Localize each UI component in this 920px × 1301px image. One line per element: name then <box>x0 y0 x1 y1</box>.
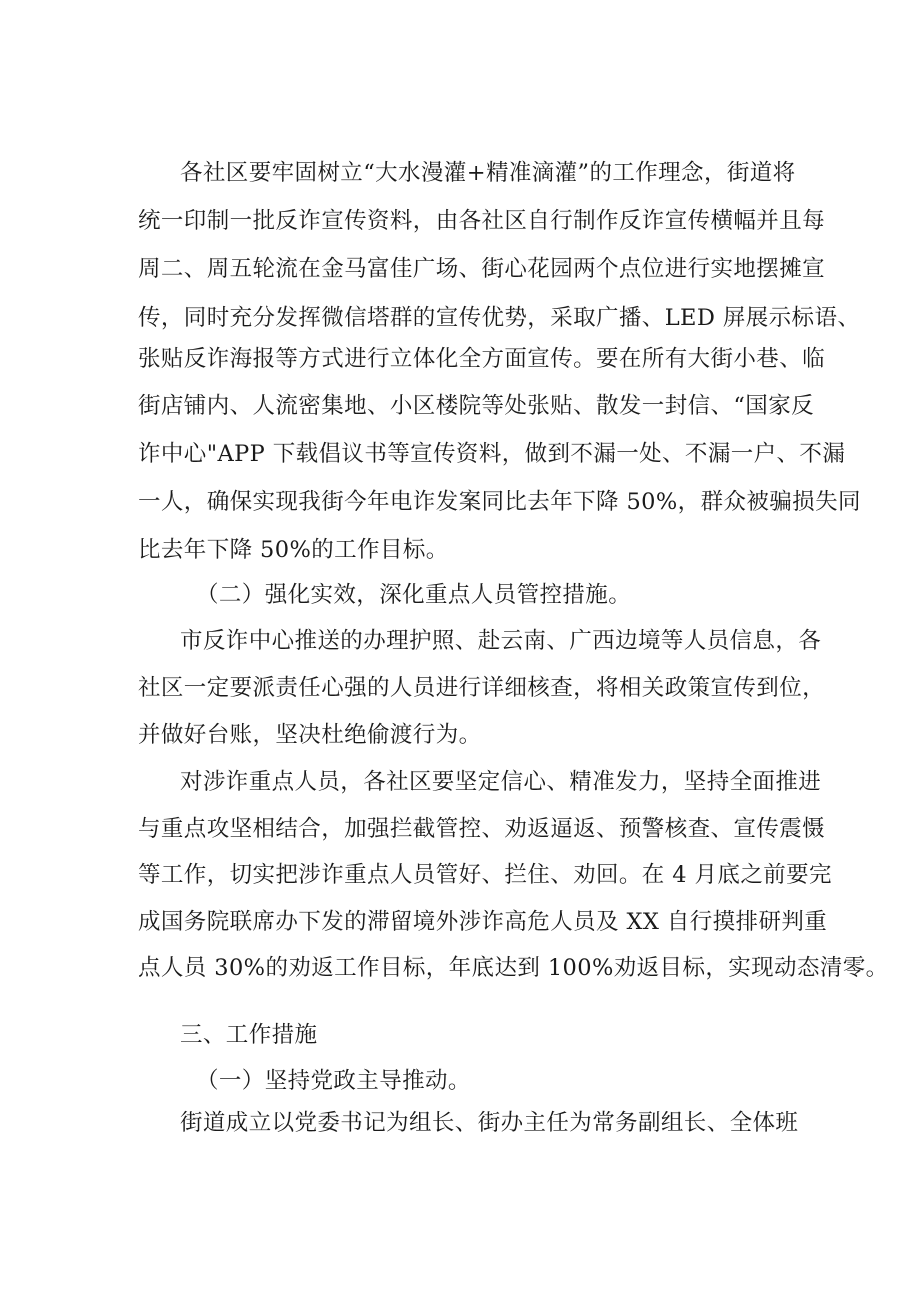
text-line: 街道成立以党委书记为组长、街办主任为常务副组长、全体班 <box>180 1110 799 1136</box>
text-line: 对涉诈重点人员，各社区要坚定信心、精准发力，坚持全面推进 <box>180 769 822 795</box>
text-line: 诈中心"APP 下载倡议书等宣传资料，做到不漏一处、不漏一户、不漏 <box>138 441 846 467</box>
text-line: 与重点攻坚相结合，加强拦截管控、劝返逼返、预警核查、宣传震慑 <box>138 816 826 842</box>
text-line: 比去年下降 50%的工作目标。 <box>138 537 449 563</box>
text-line: 各社区要牢固树立“大水漫灌+精准滴灌”的工作理念，街道将 <box>180 160 796 186</box>
section-heading: 三、工作措施 <box>180 1022 318 1048</box>
text-line: 传，同时充分发挥微信塔群的宣传优势，采取广播、LED 屏展示标语、 <box>138 305 861 331</box>
text-line: 等工作，切实把涉诈重点人员管好、拦住、劝回。在 4 月底之前要完 <box>138 862 832 888</box>
text-line: 市反诈中心推送的办理护照、赴云南、广西边境等人员信息，各 <box>180 628 822 654</box>
text-line: 周二、周五轮流在金马富佳广场、街心花园两个点位进行实地摆摊宣 <box>138 256 826 282</box>
text-line: 一人，确保实现我街今年电诈发案同比去年下降 50%，群众被骗损失同 <box>138 489 861 515</box>
text-line: 社区一定要派责任心强的人员进行详细核查，将相关政策宣传到位， <box>138 675 826 701</box>
text-line: 张贴反诈海报等方式进行立体化全方面宣传。要在所有大街小巷、临 <box>138 346 826 372</box>
text-line: 成国务院联席办下发的滞留境外涉诈高危人员及 XX 自行摸排研判重 <box>138 909 828 935</box>
text-line: 并做好台账，坚决杜绝偷渡行为。 <box>138 722 482 748</box>
text-line: 点人员 30%的劝返工作目标，年底达到 100%劝返目标，实现动态清零。 <box>138 955 889 981</box>
section-subheading: （一）坚持党政主导推动。 <box>196 1068 471 1094</box>
section-subheading: （二）强化实效，深化重点人员管控措施。 <box>196 582 632 608</box>
text-line: 街店铺内、人流密集地、小区楼院等处张贴、散发一封信、“国家反 <box>138 393 815 419</box>
text-line: 统一印制一批反诈宣传资料，由各社区自行制作反诈宣传横幅并且每 <box>138 208 826 234</box>
